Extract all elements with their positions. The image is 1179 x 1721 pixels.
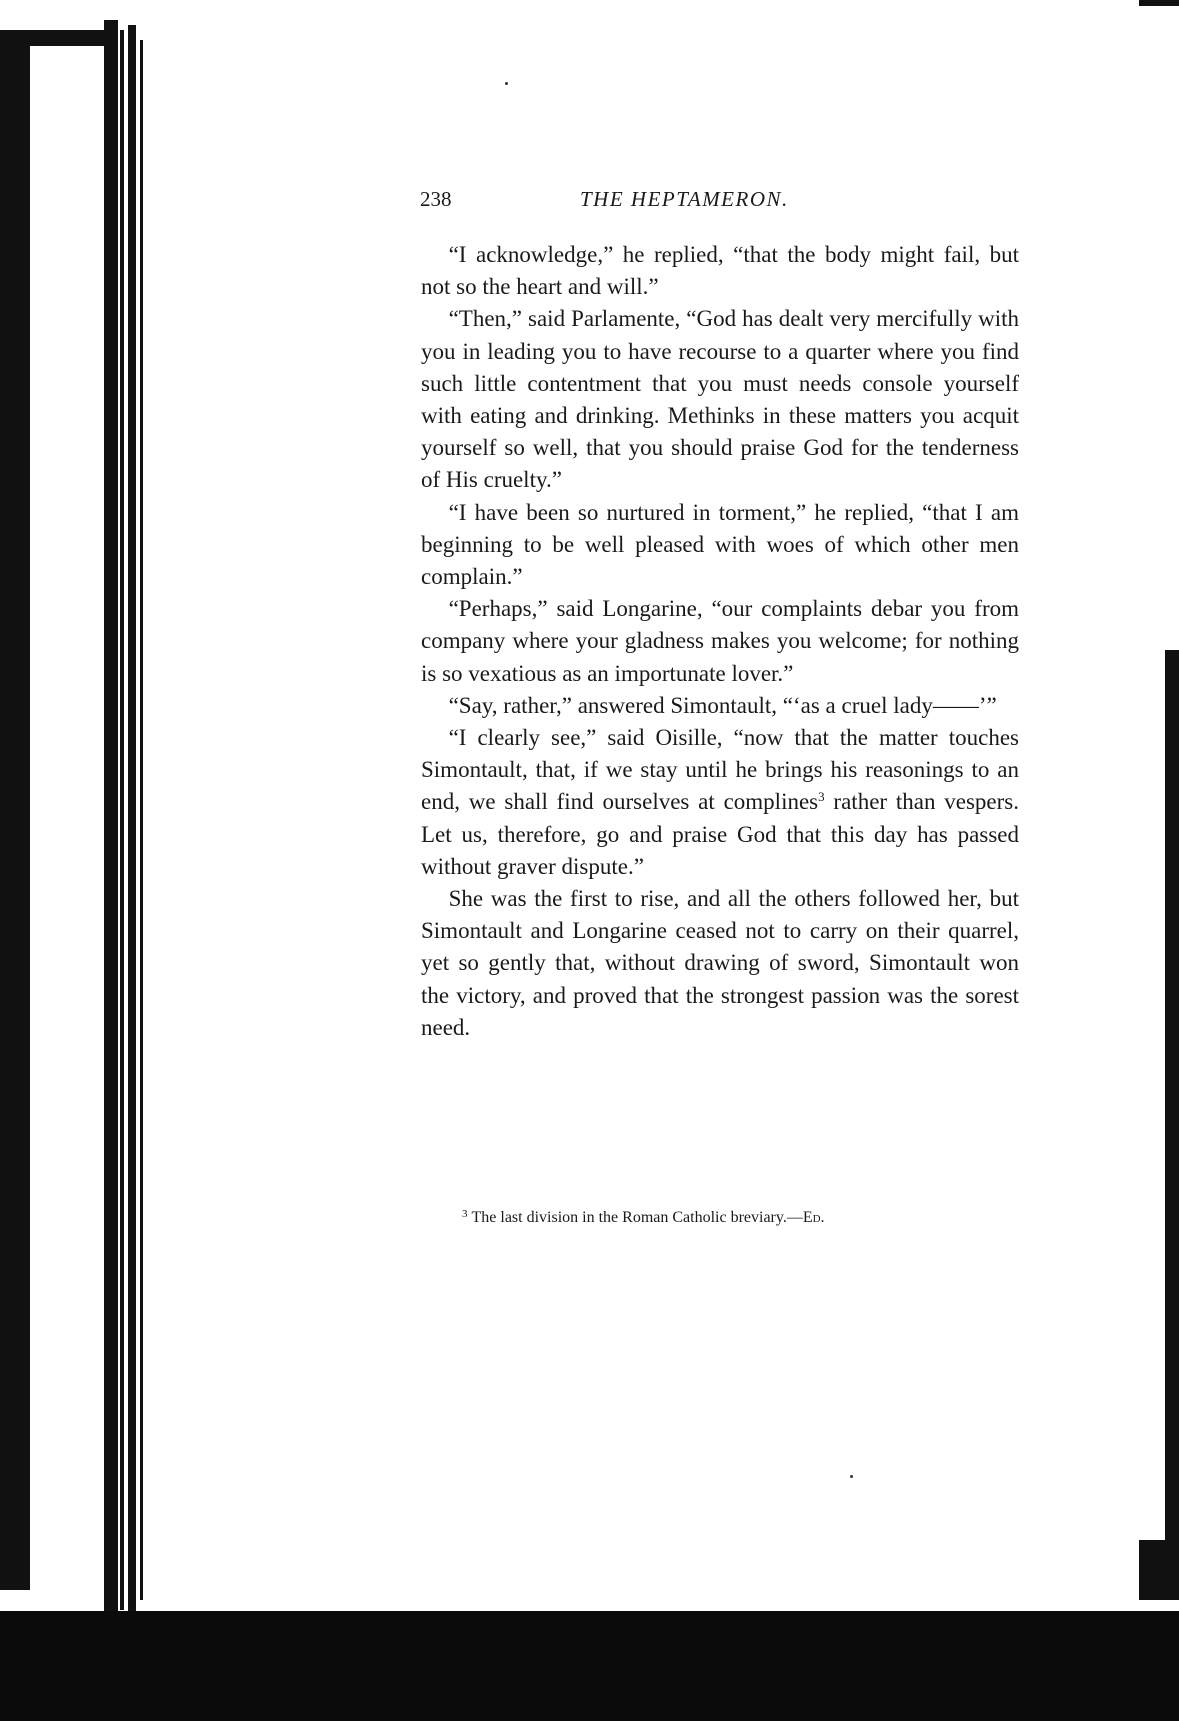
paragraph: “Then,” said Parlamente, “God has dealt very mercifully with you in leading you to have recourse to a quarter where you find such little contentment that you must needs console yourself with eating and drinking. Methinks in these matters you acquit yourself so well, that you should praise God for the tenderness of His cruelty.”: [421, 306, 1019, 493]
paragraph: “I acknowledge,” he replied, “that the body might fail, but not so the heart and will.”: [421, 242, 1019, 300]
footnote: [462, 1204, 1022, 1228]
running-title: THE HEPTAMERON.: [580, 187, 789, 211]
footnote-text: The last division in the Roman Catholic breviary.—: [471, 1209, 803, 1226]
scan-edge-mark: [1139, 0, 1179, 6]
scan-speck: [505, 82, 508, 85]
book-binding-edge: [0, 0, 150, 1721]
page-number: 238: [420, 187, 452, 211]
paragraph-text: rather than vespers. Let us, therefore, go and praise God that this day has passed without graver dispute.”: [421, 789, 1019, 879]
footnote-reference: 3: [818, 789, 825, 805]
paragraph: “I have been so nurtured in torment,” he replied, “that I am beginning to be well pleased with woes of which other men complain.”: [421, 499, 1019, 590]
footnote-editor: Ed.: [802, 1209, 825, 1226]
paragraph-text: “I clearly see,” said Oisille, “now that the matter touches Simontault, that, if we stay until he brings his reasonings to an end, we shall find ourselves at complines: [421, 725, 1019, 815]
right-page-corner: [1139, 1540, 1179, 1600]
paragraph: “Perhaps,” said Longarine, “our complaints debar you from company where your gladness makes you welcome; for nothing is so vexatious as an importunate lover.”: [421, 596, 1019, 686]
paragraph: She was the first to rise, and all the others followed her, but Simontault and Longarine ceased not to carry on their quarrel, yet so gently that, without drawing of sword, Simontault won the victory, and proved that the strongest passion was the sorest need.: [421, 886, 1019, 1040]
right-page-edge: [1165, 650, 1179, 1550]
scan-bottom-border: [0, 1611, 1179, 1721]
scan-speck: [850, 1475, 853, 1478]
paragraph: “Say, rather,” answered Simontault, “‘as a cruel lady——’”: [448, 692, 997, 718]
page-header: [420, 187, 1020, 217]
footnote-mark: 3: [462, 1208, 468, 1220]
body-text: [421, 239, 1019, 1044]
paragraph-with-note: [421, 722, 1019, 883]
